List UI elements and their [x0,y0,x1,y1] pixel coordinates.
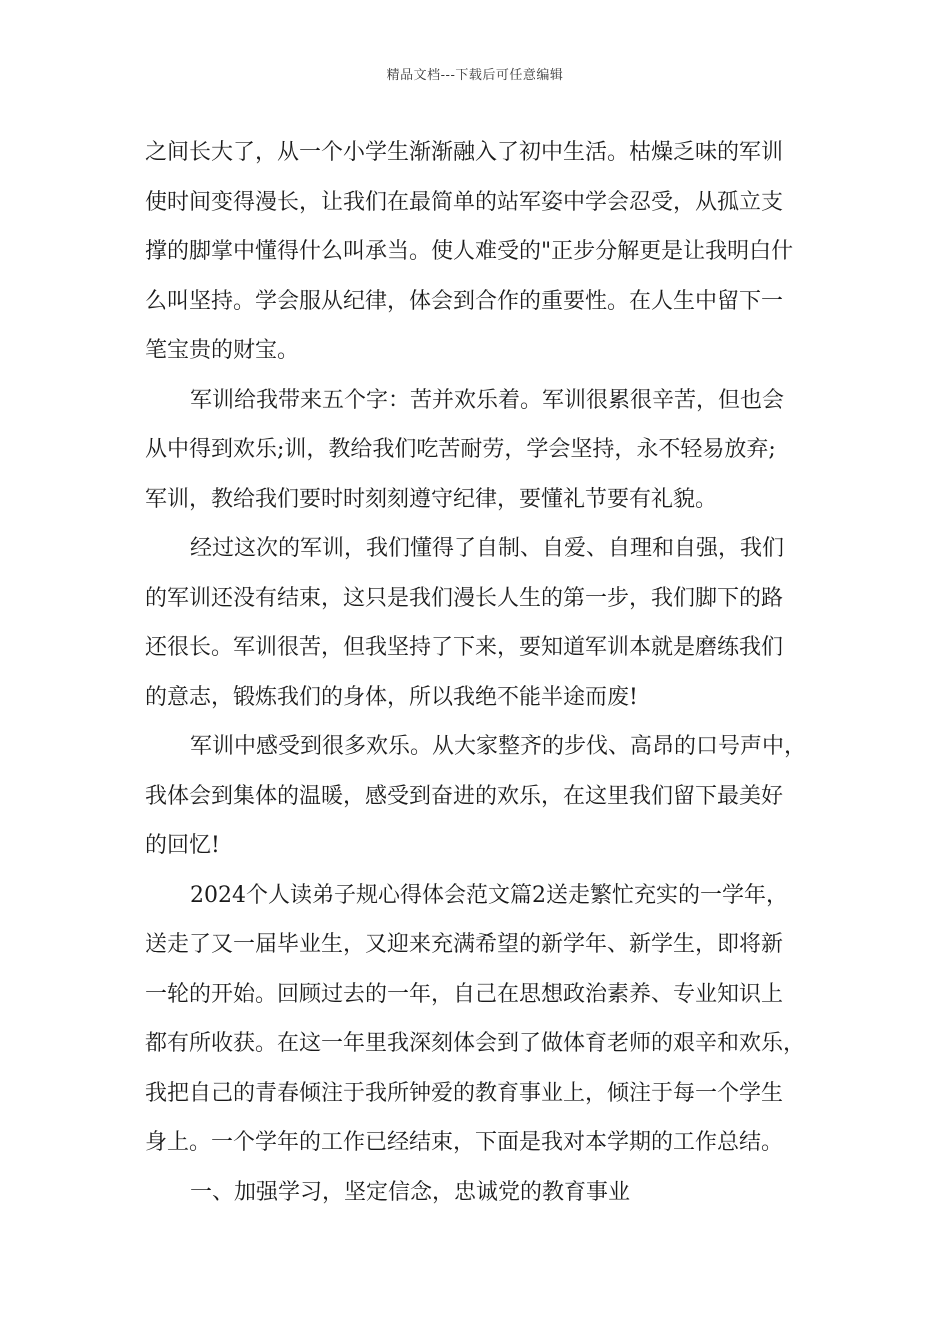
text-line: 的回忆! [145,833,220,858]
text-line: 撑的脚掌中懂得什么叫承当。使人难受的"正步分解更是让我明白什 [145,239,794,264]
text-line: 的意志，锻炼我们的身体，所以我绝不能半途而废! [145,684,638,710]
text-line: 还很长。军训很苦，但我坚持了下来，要知道军训本就是磨练我们 [145,635,784,660]
text-line: 之间长大了，从一个小学生渐渐融入了初中生活。枯燥乏味的军训 [145,140,784,165]
page-header: 精品文档---下载后可任意编辑 [386,68,564,83]
text-line: 送走了又一届毕业生，又迎来充满希望的新学年、新学生，即将新 [145,932,784,957]
text-line: 么叫坚持。学会服从纪律，体会到合作的重要性。在人生中留下一 [145,288,784,314]
text-line: 都有所收获。在这一年里我深刻体会到了做体育老师的艰辛和欢乐， [145,1031,806,1056]
text-line: 军训，教给我们要时时刻刻遵守纪律，要懂礼节要有礼貌。 [145,486,718,512]
text-line: 身上。一个学年的工作已经结束，下面是我对本学期的工作总结。 [145,1130,784,1155]
text-line: 从中得到欢乐;训，教给我们吃苦耐劳，学会坚持，永不轻易放弃; [145,437,776,462]
text-line: 一轮的开始。回顾过去的一年，自己在思想政治素养、专业知识上 [145,981,784,1007]
text-line: 一、加强学习，坚定信念，忠诚党的教育事业 [190,1179,631,1205]
text-line: 的军训还没有结束，这只是我们漫长人生的第一步，我们脚下的路 [145,585,784,611]
text-line: 使时间变得漫长，让我们在最简单的站军姿中学会忍受，从孤立支 [145,189,784,215]
text-line: 2024个人读弟子规心得体会范文篇2送走繁忙充实的一学年， [190,882,788,908]
text-line: 我体会到集体的温暖，感受到奋进的欢乐，在这里我们留下最美好 [145,783,784,809]
text-line: 经过这次的军训，我们懂得了自制、自爱、自理和自强，我们 [190,536,785,561]
text-line: 笔宝贵的财宝。 [145,338,300,363]
document-body [145,128,825,1217]
text-line: 军训中感受到很多欢乐。从大家整齐的步伐、高昂的口号声中， [190,734,807,759]
text-line: 我把自己的青春倾注于我所钟爱的教育事业上，倾注于每一个学生 [145,1080,784,1106]
text-line: 军训给我带来五个字：苦并欢乐着。军训很累很辛苦，但也会 [190,387,785,413]
